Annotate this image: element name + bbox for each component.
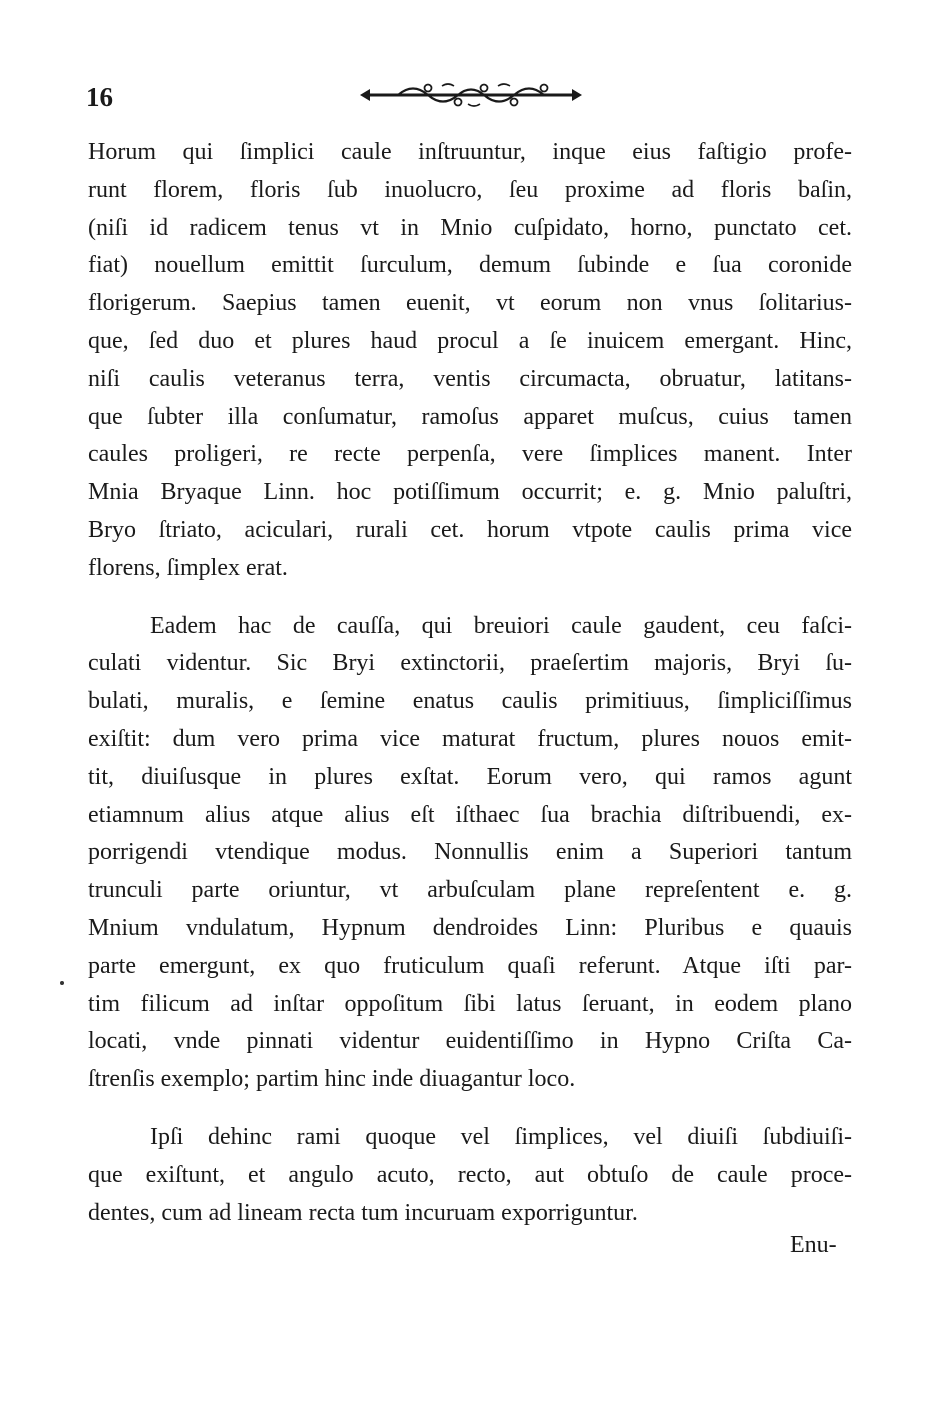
text-line: florigerum. Saepius tamen euenit, vt eorum non vnus ſolitarius- [88,290,852,317]
text-line: Mnium vndulatum, Hypnum dendroides Linn: Pluribus e quauis [88,914,852,941]
body-text [88,134,852,1232]
text-line: tim filicum ad inſtar oppoſitum ſibi latus ſeruant, in eodem plano [88,990,852,1017]
text-line: trunculi parte oriuntur, vt arbuſculam plane repreſentent e. g. [88,877,852,904]
text-line: bulati, muralis, e ſemine enatus caulis primitiuus, ſimpliciſſimus [88,688,852,715]
text-line: runt florem, floris ſub inuolucro, ſeu proxime ad floris baſin, [88,176,852,203]
paragraph-1 [88,134,852,588]
text-line: dentes, cum ad lineam recta tum incuruam exporriguntur. [88,1199,638,1226]
text-line: niſi caulis veteranus terra, ventis circumacta, obruatur, latitans- [88,365,852,392]
text-line: que exiſtunt, et angulo acuto, recto, aut obtuſo de caule proce- [88,1161,852,1188]
text-line: (niſi id radicem tenus vt in Mnio cuſpidato, horno, punctato cet. [88,214,852,241]
text-line: etiamnum alius atque alius eſt iſthaec ſua brachia diſtribuendi, ex- [88,801,852,828]
text-line: exiſtit: dum vero prima vice maturat fructum, plures nouos emit- [88,725,852,752]
text-line: Eadem hac de cauſſa, qui breuiori caule gaudent, ceu faſci- [150,612,852,639]
text-line: caules proligeri, re recte perpenſa, vere ſimplices manent. Inter [88,441,852,468]
text-line: tit, diuiſusque in plures exſtat. Eorum vero, qui ramos agunt [88,763,852,790]
text-line: parte emergunt, ex quo fruticulum quaſi referunt. Atque iſti par- [88,952,852,979]
text-line: porrigendi vtendique modus. Nonnullis enim a Superiori tantum [88,839,852,866]
text-line: Horum qui ſimplici caule inſtruuntur, inque eius faſtigio profe- [88,139,852,165]
stray-mark [60,981,64,985]
decorative-ornament-icon [358,80,584,110]
text-line: Mnia Bryaque Linn. hoc potiſſimum occurrit; e. g. Mnio paluſtri, [88,479,852,506]
text-line: fiat) nouellum emittit ſurculum, demum ſubinde e ſua coronide [88,252,852,279]
text-line: ſtrenſis exemplo; partim hinc inde diuagantur loco. [88,1066,576,1093]
text-line: que ſubter illa conſumatur, ramoſus apparet muſcus, cuius tamen [88,403,852,430]
text-line: locati, vnde pinnati videntur euidentiſſimo in Hypno Criſta Ca- [88,1028,852,1055]
page-number: 16 [86,82,113,112]
text-line: Bryo ſtriato, aciculari, rurali cet. horum vtpote caulis prima vice [88,516,852,543]
text-line: Ipſi dehinc rami quoque vel ſimplices, vel diuiſi ſubdiuiſi- [150,1123,852,1150]
text-line: florens, ſimplex erat. [88,554,288,581]
text-line: culati videntur. Sic Bryi extinctorii, praeſertim majoris, Bryi ſu- [88,650,852,677]
paragraph-2 [88,608,852,1099]
paragraph-3 [88,1119,852,1232]
catchword: Enu- [790,1232,837,1258]
text-line: que, ſed duo et plures haud procul a ſe inuicem emergant. Hinc, [88,327,852,354]
